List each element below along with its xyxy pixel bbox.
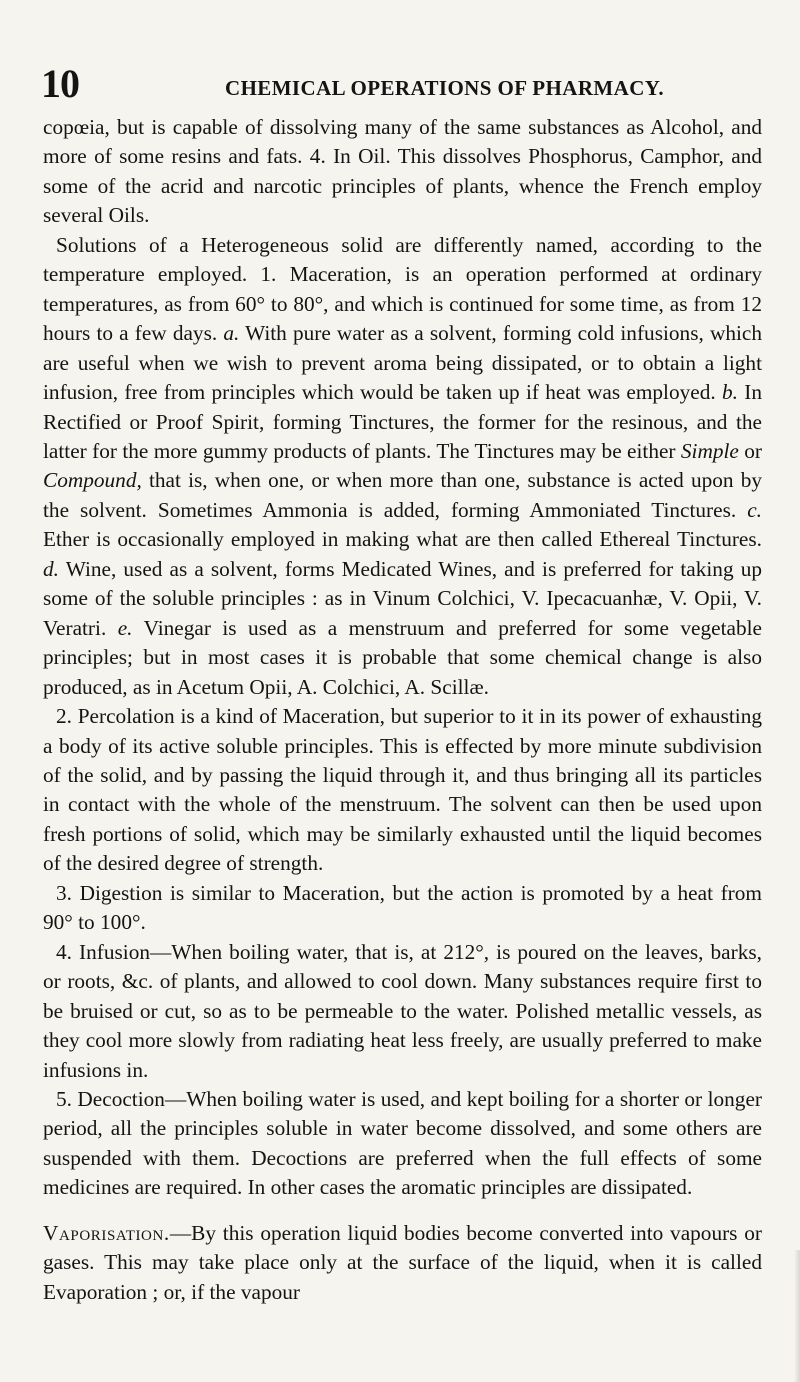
list-label-e: e.	[117, 615, 133, 640]
paragraph-decoction: 5. Decoction—When boiling water is used, and kept boiling for a shorter or longer period, all the principles soluble in water become dissolved, and some others are suspended with them. Decoctions are preferred when the full effects of some medicines are required. In other cases the aromatic principles are dissipated.	[43, 1086, 762, 1200]
body-text	[43, 113, 762, 1307]
text-run: —By this operation liquid bodies become converted into vapours or gases. This may take place only at the surface of the liquid, when it is called Evaporation ; or, if the vapour	[43, 1220, 762, 1304]
text-run: Vinegar is used as a menstruum and preferred for some vegetable principles; but in most cases it is probable that some chemical change is also produced, as in Acetum Opii, A. Colchici, A. Scillæ.	[43, 615, 762, 699]
text-run: With pure water as a solvent, forming cold infusions, which are useful when we wish to prevent aroma being dissipated, or to obtain a light infusion, free from principles which would be taken up if heat was employed.	[43, 321, 762, 405]
text-run: Wine, used as a solvent, forms Medicated Wines, and is preferred for taking up some of the soluble principles : as in Vinum Colchici, V. Ipecacuanhæ, V. Opii, V. Veratri.	[43, 556, 762, 640]
paragraph-vaporisation	[43, 1219, 762, 1307]
paragraph-heterogeneous-solutions	[43, 231, 762, 702]
paragraph-oil-solvent: copœia, but is capable of dissolving many of the same substances as Alcohol, and more of some resins and fats. 4. In Oil. This dissolves Phosphorus, Camphor, and some of the acrid and narcotic principles of plants, whence the French employ several Oils.	[43, 115, 762, 228]
text-run: In Rectified or Proof Spirit, forming Tinctures, the former for the resinous, and the latter for the more gummy products of plants. The Tinctures may be either	[43, 380, 762, 463]
list-label-d: d.	[43, 556, 59, 581]
page-edge-shadow	[794, 1250, 800, 1382]
paragraph-digestion: 3. Digestion is similar to Maceration, but the action is promoted by a heat from 90° to 100°.	[43, 880, 762, 935]
list-label-a: a.	[223, 321, 240, 346]
text-run: or	[738, 438, 762, 463]
text-run: that is, when one, or when more than one, substance is acted upon by the solvent. Sometimes Ammonia is added, forming Ammoniated Tinctures.	[43, 468, 762, 522]
section-heading-vaporisation: Vaporisation.	[43, 1220, 170, 1245]
term-simple: Simple	[680, 438, 739, 463]
list-label-c: c.	[747, 497, 762, 522]
paragraph-percolation: 2. Percolation is a kind of Maceration, but superior to it in its power of exhausting a body of its active soluble principles. This is effected by more minute subdivision of the solid, and by passing the liquid through it, and thus bringing all its particles in contact with the whole of the menstruum. The solvent can then be used upon fresh portions of solid, which may be similarly exhausted until the liquid becomes of the desired degree of strength.	[43, 704, 762, 876]
page-number: 10	[41, 61, 79, 106]
text-run: Solutions of a Heterogeneous solid are differently named, according to the temperature employed. 1. Maceration, is an operation performed at ordinary temperatures, as from 60° to 80°, and which is continued for some time, as from 12 hours to a few days.	[43, 232, 762, 346]
paragraph-infusion: 4. Infusion—When boiling water, that is, at 212°, is poured on the leaves, barks, or roots, &c. of plants, and allowed to cool down. Many substances require first to be bruised or cut, so as to be permeable to the water. Polished metallic vessels, as they cool more slowly from radiating heat less freely, are usually preferred to make infusions in.	[43, 939, 762, 1082]
term-compound: Compound,	[43, 468, 142, 493]
text-run: Ether is occasionally employed in making what are then called Ethereal Tinctures.	[43, 527, 762, 552]
running-head: CHEMICAL OPERATIONS OF PHARMACY.	[225, 76, 665, 100]
list-label-b: b.	[721, 380, 738, 405]
